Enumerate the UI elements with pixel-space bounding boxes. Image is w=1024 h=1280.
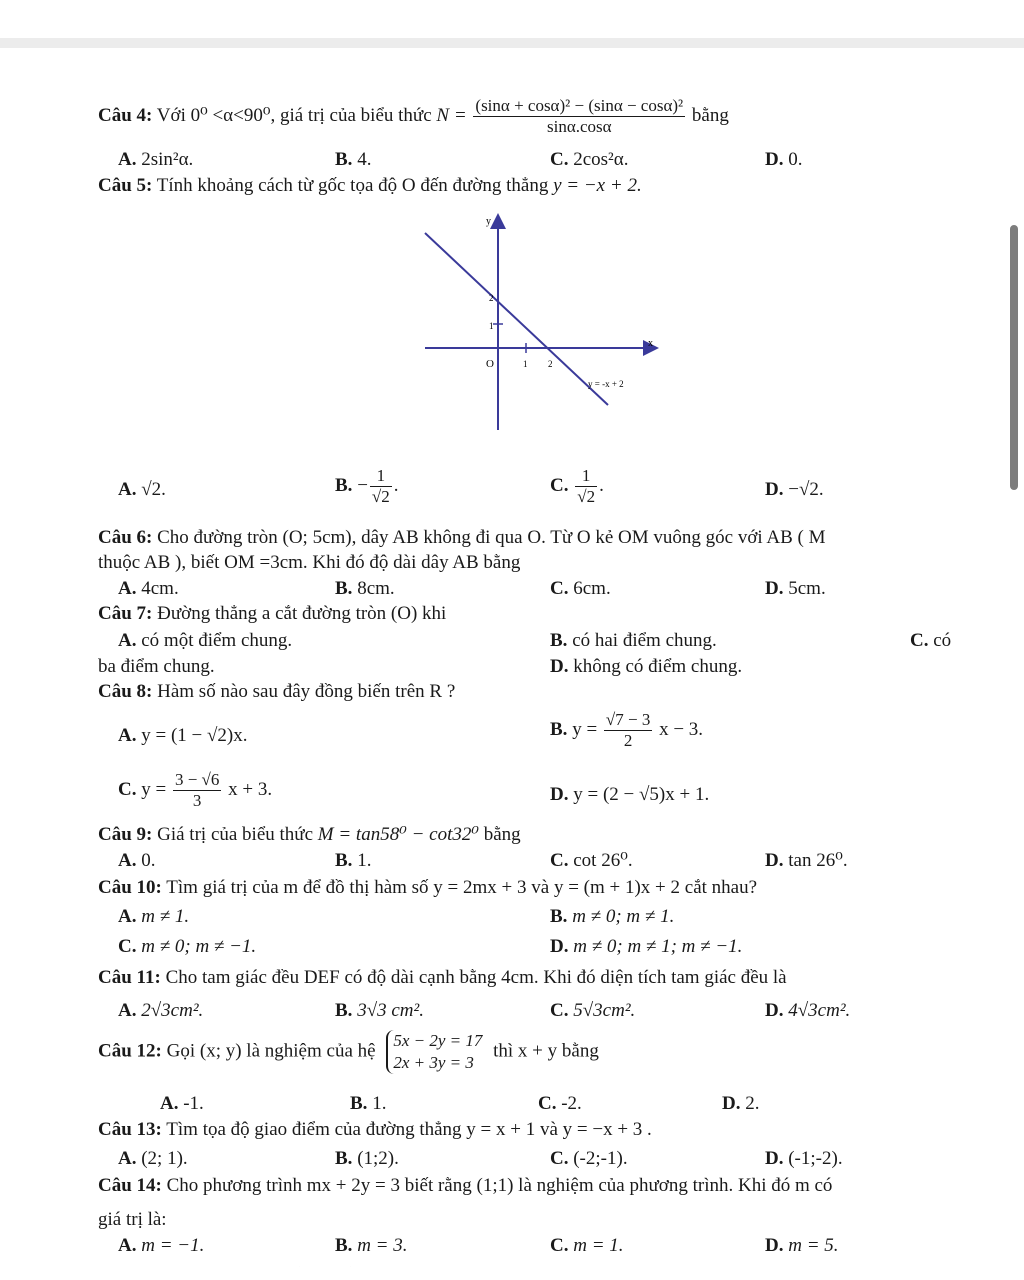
option-key: A.: [160, 1093, 179, 1114]
line-label: y = -x + 2: [588, 379, 624, 389]
option-text: y = (2 − √5)x + 1.: [573, 784, 710, 805]
question-label: Câu 7:: [98, 603, 153, 624]
question-6-line2: thuộc AB ), biết OM =3cm. Khi đó độ dài dây AB bằng: [98, 552, 521, 573]
question-13: [98, 1118, 652, 1142]
fraction-denominator: 3: [192, 791, 202, 810]
question-10: [98, 876, 757, 900]
question-tail: bằng: [483, 824, 521, 845]
option-text: m ≠ 0; m ≠ 1.: [572, 906, 675, 927]
question-label: Câu 9:: [98, 824, 153, 845]
option-key: C.: [118, 936, 137, 957]
option-text: tan 26⁰.: [788, 850, 848, 871]
option-d[interactable]: [765, 1234, 839, 1258]
question-text: Cho tam giác đều DEF có độ dài cạnh bằng 4cm. Khi đó diện tích tam giác đều là: [165, 967, 787, 988]
option-key: B.: [335, 578, 353, 599]
option-key: B.: [335, 1235, 353, 1256]
option-b[interactable]: [335, 466, 399, 507]
option-text: m ≠ 0; m ≠ 1; m ≠ −1.: [573, 936, 743, 957]
y-tick-label-2: 2: [489, 293, 494, 303]
fraction-numerator: 1: [575, 466, 597, 487]
option-d[interactable]: [765, 999, 850, 1023]
option-a[interactable]: [118, 905, 189, 929]
option-d[interactable]: [550, 783, 709, 807]
option-text: x + 3.: [228, 778, 273, 800]
top-divider: [0, 38, 1024, 48]
option-key: B.: [335, 850, 353, 871]
fraction-numerator: (sinα + cosα)² − (sinα − cosα)²: [475, 96, 684, 115]
question-14: [98, 1174, 832, 1198]
coordinate-graph: [410, 205, 670, 435]
option-d[interactable]: [722, 1092, 759, 1116]
option-key: B.: [335, 1000, 353, 1021]
question-text: Tính khoảng cách từ gốc tọa độ O đến đường thẳng: [156, 175, 549, 196]
option-text: m ≠ 1.: [141, 906, 190, 927]
option-c[interactable]: [550, 1234, 624, 1258]
option-c[interactable]: [550, 1147, 628, 1171]
option-key: D.: [550, 936, 569, 957]
option-a[interactable]: [118, 724, 248, 748]
option-fraction: [575, 466, 597, 507]
option-text: 6cm.: [573, 578, 611, 599]
option-key: C.: [550, 1148, 569, 1169]
option-key: B.: [335, 1148, 353, 1169]
question-label: Câu 13:: [98, 1119, 162, 1140]
option-text: y =: [141, 778, 167, 800]
option-key: C.: [550, 850, 569, 871]
option-key: C.: [550, 149, 569, 170]
option-key: C.: [910, 630, 929, 651]
option-a[interactable]: [118, 478, 166, 502]
option-key: C.: [550, 1235, 569, 1256]
option-b[interactable]: [335, 148, 371, 172]
option-key: D.: [765, 578, 784, 599]
question-text: Gọi (x; y) là nghiệm của hệ: [166, 1040, 376, 1062]
option-d[interactable]: [765, 478, 824, 502]
question-label: Câu 11:: [98, 967, 161, 988]
option-key: C.: [550, 1000, 569, 1021]
option-key: A.: [118, 906, 137, 927]
graph-line: [425, 233, 608, 405]
option-key: B.: [550, 718, 568, 740]
option-text: có một điểm chung.: [141, 630, 293, 651]
option-text: 2√3cm².: [141, 1000, 204, 1021]
option-text: 4cm.: [141, 578, 179, 599]
option-text: (1;2).: [357, 1148, 399, 1169]
y-axis-label: y: [486, 216, 491, 227]
option-text: m = 5.: [788, 1235, 839, 1256]
option-a[interactable]: [118, 999, 203, 1023]
option-b[interactable]: [335, 1234, 407, 1258]
option-a[interactable]: [118, 148, 193, 172]
option-key: A.: [118, 578, 137, 599]
option-text: (-1;-2).: [788, 1148, 843, 1169]
option-text: 1.: [357, 850, 372, 871]
option-b[interactable]: [550, 629, 717, 653]
fraction-numerator: 1: [370, 466, 392, 487]
option-text: y =: [572, 718, 598, 740]
period: .: [393, 474, 399, 496]
question-label: Câu 12:: [98, 1040, 162, 1062]
fraction-numerator: √7 − 3: [605, 710, 651, 729]
question-label: Câu 5:: [98, 175, 153, 196]
option-text: 3√3 cm².: [357, 1000, 424, 1021]
question-text: Tìm tọa độ giao điểm của đường thẳng y = x + 1 và y = −x + 3 .: [166, 1119, 652, 1140]
option-key: A.: [118, 1148, 137, 1169]
option-text: cot 26⁰.: [573, 850, 633, 871]
question-text: [120, 1266, 527, 1268]
question-8: [98, 680, 455, 704]
option-key: A.: [118, 850, 137, 871]
question-tail: bằng: [691, 104, 729, 126]
option-text: 4.: [357, 149, 372, 170]
question-text: Cho phương trình mx + 2y = 3 biết rằng (1;1) là nghiệm của phương trình. Khi đó m có: [166, 1175, 833, 1196]
option-key: D.: [765, 1235, 784, 1256]
expression-lhs: N =: [436, 104, 467, 126]
option-key: C.: [538, 1093, 557, 1114]
option-text: 4√3cm².: [788, 1000, 851, 1021]
option-text: 2.: [745, 1093, 760, 1114]
option-key: B.: [335, 149, 353, 170]
equation-2: 2x + 3y = 3: [393, 1053, 474, 1072]
equation-system: [386, 1030, 482, 1074]
option-text: y = (1 − √2)x.: [141, 725, 248, 746]
option-key: B.: [550, 906, 568, 927]
option-c[interactable]: [118, 935, 256, 959]
fraction-denominator: sinα.cosα: [546, 117, 612, 136]
option-c[interactable]: [550, 466, 604, 507]
option-key: D.: [550, 656, 569, 677]
question-text: Đường thẳng a cắt đường tròn (O) khi: [157, 603, 447, 624]
question-tail: thì x + y bằng: [493, 1040, 599, 1062]
option-d[interactable]: [550, 935, 742, 959]
option-text: 0.: [788, 149, 803, 170]
option-key: A.: [118, 149, 137, 170]
option-text: 0.: [141, 850, 156, 871]
option-c[interactable]: [910, 629, 951, 653]
question-12: [98, 1030, 599, 1074]
fraction-denominator: √2: [577, 487, 596, 506]
option-text: −√2.: [788, 479, 824, 500]
question-label: Câu 8:: [98, 681, 153, 702]
option-text: 2sin²α.: [141, 149, 194, 170]
option-key: A.: [118, 479, 137, 500]
option-a[interactable]: [118, 849, 155, 873]
option-text: không có điểm chung.: [573, 656, 743, 677]
option-key: B.: [350, 1093, 368, 1114]
x-tick-label-1: 1: [523, 359, 528, 369]
option-a[interactable]: [118, 629, 292, 653]
option-key: D.: [722, 1093, 741, 1114]
question-text: Giá trị của biểu thức: [157, 824, 314, 845]
fraction-denominator: √2: [371, 487, 390, 506]
question-label: Câu 10:: [98, 877, 162, 898]
option-text: m ≠ 0; m ≠ −1.: [141, 936, 257, 957]
question-label: Câu 4:: [98, 104, 153, 126]
option-c[interactable]: [550, 577, 611, 601]
option-text: 5√3cm².: [573, 1000, 636, 1021]
option-text: (-2;-1).: [573, 1148, 628, 1169]
option-key: A.: [118, 1000, 137, 1021]
equation-1: 5x − 2y = 17: [393, 1031, 483, 1050]
option-d[interactable]: [765, 577, 826, 601]
option-b[interactable]: [335, 999, 424, 1023]
option-key: C.: [118, 778, 137, 800]
option-text: x − 3.: [659, 718, 704, 740]
option-a[interactable]: [118, 577, 179, 601]
option-fraction: [370, 466, 392, 507]
option-text: 8cm.: [357, 578, 395, 599]
option-b[interactable]: [335, 1147, 399, 1171]
option-key: B.: [550, 630, 568, 651]
option-b[interactable]: [550, 710, 703, 751]
option-key: A.: [118, 725, 137, 746]
question-5: [98, 174, 642, 198]
option-key: D.: [765, 1148, 784, 1169]
question-15: [120, 1266, 640, 1280]
option-text: -2.: [561, 1093, 582, 1114]
option-text: 2cos²α.: [573, 149, 629, 170]
question-label: Câu 6:: [98, 527, 153, 548]
option-a[interactable]: [118, 1147, 188, 1171]
option-b[interactable]: [550, 905, 674, 929]
option-key: A.: [118, 630, 137, 651]
option-text: (2; 1).: [141, 1148, 188, 1169]
option-key: B.: [335, 474, 353, 496]
minus-sign: −: [357, 474, 368, 496]
option-b[interactable]: [335, 849, 371, 873]
question-11: [98, 966, 787, 990]
option-text: 1.: [372, 1093, 387, 1114]
question-text: Với 0⁰ <α<90⁰, giá trị của biểu thức: [156, 104, 432, 126]
option-d[interactable]: [550, 655, 742, 679]
option-key: D.: [550, 784, 569, 805]
question-6: [98, 526, 825, 550]
option-text: √2.: [141, 479, 166, 500]
question-label: Câu 14:: [98, 1175, 162, 1196]
expression-fraction: [473, 96, 685, 137]
option-key: A.: [118, 1235, 137, 1256]
option-text: có: [933, 630, 952, 651]
option-fraction: [173, 770, 221, 811]
option-text: m = 1.: [573, 1235, 624, 1256]
equation: y = −x + 2.: [553, 175, 642, 196]
option-d[interactable]: [765, 148, 802, 172]
option-key: D.: [765, 1000, 784, 1021]
x-tick-label-2: 2: [548, 359, 553, 369]
scrollbar-thumb[interactable]: [1010, 225, 1018, 490]
y-tick-label-1: 1: [489, 321, 494, 331]
question-14-line2: giá trị là:: [98, 1209, 167, 1230]
option-c[interactable]: [538, 1092, 582, 1116]
option-a[interactable]: [160, 1092, 204, 1116]
option-d[interactable]: [765, 1147, 843, 1171]
question-text: Cho đường tròn (O; 5cm), dây AB không đi qua O. Từ O kẻ OM vuông góc với AB ( M: [157, 527, 826, 548]
question-text: Tìm giá trị của m để đồ thị hàm số y = 2mx + 3 và y = (m + 1)x + 2 cắt nhau?: [166, 877, 758, 898]
option-c-wrap: ba điểm chung.: [98, 656, 215, 677]
period: .: [599, 474, 604, 496]
expression: M = tan58⁰ − cot32⁰: [317, 824, 479, 845]
option-a[interactable]: [118, 1234, 204, 1258]
question-9: [98, 823, 521, 847]
option-key: D.: [765, 850, 784, 871]
option-c[interactable]: [550, 999, 635, 1023]
option-text: có hai điểm chung.: [572, 630, 717, 651]
option-key: D.: [765, 149, 784, 170]
option-d[interactable]: [765, 849, 848, 873]
question-4: [98, 96, 729, 137]
option-text: -1.: [183, 1093, 204, 1114]
origin-label: O: [486, 358, 494, 370]
fraction-numerator: 3 − √6: [174, 770, 220, 789]
question-7: [98, 602, 446, 626]
top-bar: [0, 0, 1024, 38]
option-text: 5cm.: [788, 578, 826, 599]
option-key: D.: [765, 479, 784, 500]
option-text: m = 3.: [357, 1235, 408, 1256]
option-b[interactable]: [335, 577, 395, 601]
option-c[interactable]: [550, 849, 633, 873]
option-fraction: [604, 710, 652, 751]
option-text: m = −1.: [141, 1235, 205, 1256]
option-c[interactable]: [118, 770, 272, 811]
fraction-denominator: 2: [623, 731, 633, 750]
option-key: C.: [550, 578, 569, 599]
option-c[interactable]: [550, 148, 628, 172]
option-b[interactable]: [350, 1092, 386, 1116]
option-key: C.: [550, 474, 569, 496]
question-text: Hàm số nào sau đây đồng biến trên R ?: [157, 681, 456, 702]
x-axis-label: x: [648, 338, 653, 349]
